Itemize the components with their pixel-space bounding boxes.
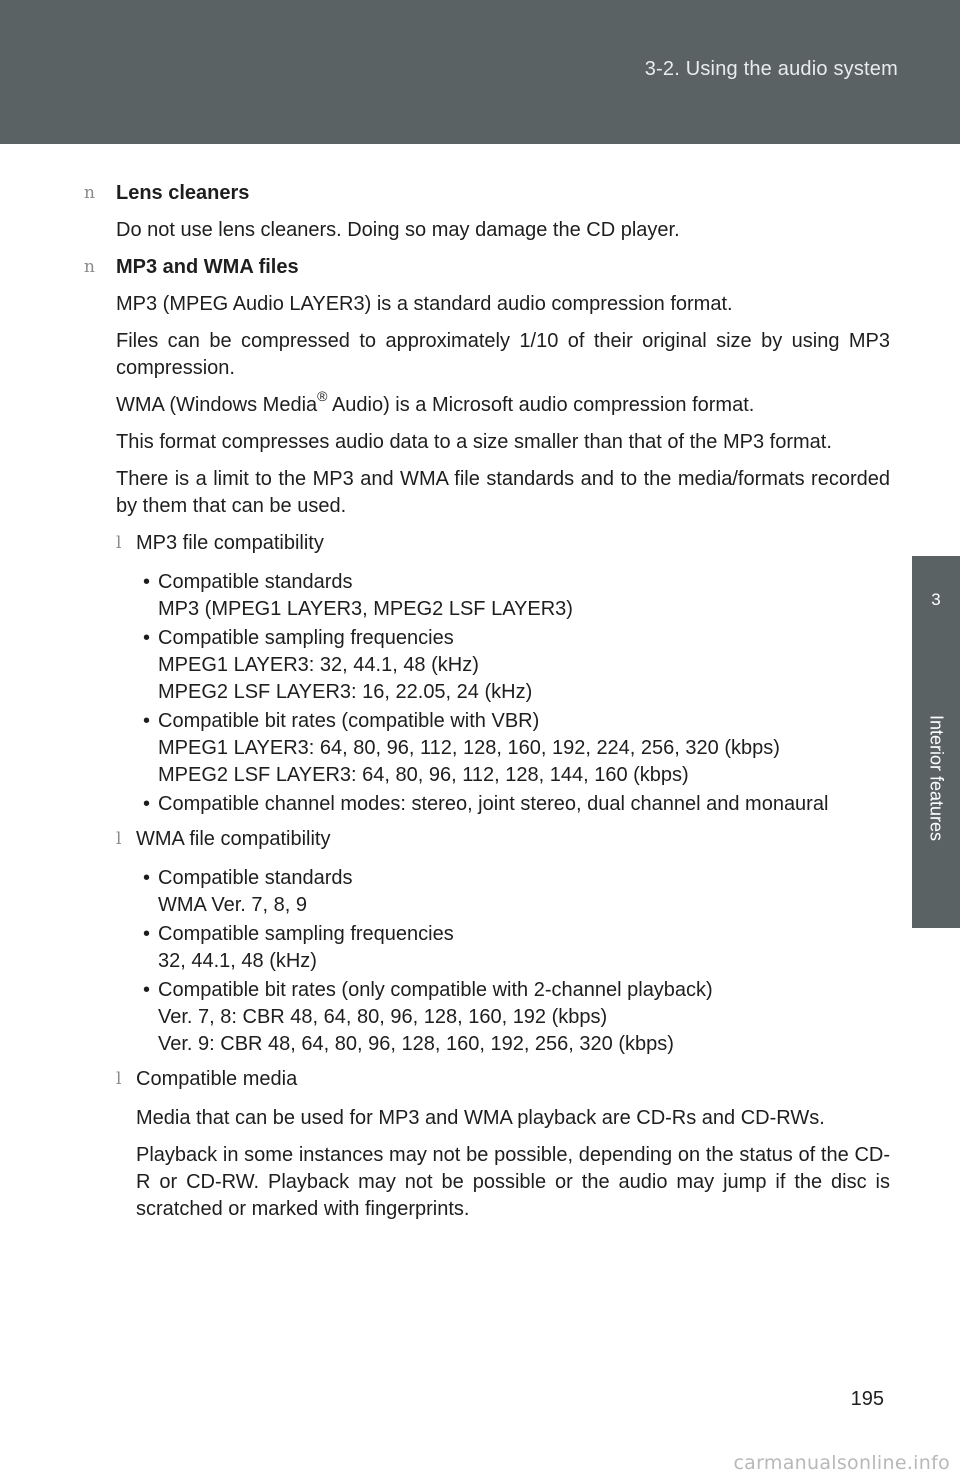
- paragraph: This format compresses audio data to a size smaller than that of the MP3 format.: [116, 431, 832, 453]
- bullet-list: [84, 569, 890, 818]
- page-number: 195: [850, 1388, 884, 1410]
- subheading-wma-compatibility: [84, 826, 890, 853]
- heading-lens-cleaners: [84, 180, 890, 207]
- heading-text: MP3 and WMA files: [116, 256, 299, 278]
- chapter-number: 3: [931, 590, 941, 609]
- page-content: [84, 180, 890, 1233]
- item-line: Ver. 7, 8: CBR 48, 64, 80, 96, 128, 160, 192 (kbps): [158, 1006, 608, 1028]
- text-run: Audio) is a Microsoft audio compression format.: [327, 394, 755, 416]
- section-tab-label: Interior features: [926, 714, 947, 842]
- text-run: WMA (Windows Media: [116, 394, 318, 416]
- list-item: [84, 708, 890, 789]
- heading-mp3-wma-files: [84, 254, 890, 281]
- square-bullet-icon: n: [84, 183, 95, 203]
- item-line: Compatible sampling frequencies: [158, 627, 454, 649]
- list-item: [84, 791, 890, 818]
- registered-mark: ®: [317, 388, 328, 405]
- paragraph: Playback in some instances may not be possible, depending on the status of the CD-R or CD-RW. Playback may not be possible or the audio may jump if the disc is scratched or marked with fingerprints.: [136, 1144, 890, 1220]
- item-line: MPEG1 LAYER3: 64, 80, 96, 112, 128, 160, 192, 224, 256, 320 (kbps): [158, 737, 780, 759]
- list-item: [84, 921, 890, 975]
- paragraph: MP3 (MPEG Audio LAYER3) is a standard audio compression format.: [116, 293, 733, 315]
- round-bullet-icon: l: [116, 533, 122, 553]
- round-bullet-icon: l: [116, 829, 122, 849]
- bullet-dot: •: [143, 627, 151, 649]
- item-line: MP3 (MPEG1 LAYER3, MPEG2 LSF LAYER3): [158, 598, 573, 620]
- watermark: carmanualsonline.info: [733, 1452, 950, 1474]
- item-line: Compatible standards: [158, 571, 353, 593]
- paragraph: Media that can be used for MP3 and WMA playback are CD-Rs and CD-RWs.: [136, 1107, 825, 1129]
- list-item: [84, 625, 890, 706]
- subheading-text: MP3 file compatibility: [136, 532, 324, 554]
- heading-text: Lens cleaners: [116, 182, 250, 204]
- paragraph: Files can be compressed to approximately 1/10 of their original size by using MP3 compression.: [116, 330, 890, 379]
- item-line: MPEG2 LSF LAYER3: 16, 22.05, 24 (kHz): [158, 681, 533, 703]
- subheading-mp3-compatibility: [84, 530, 890, 557]
- section-header-title: 3-2. Using the audio system: [644, 58, 898, 80]
- round-bullet-icon: l: [116, 1069, 122, 1089]
- bullet-dot: •: [143, 979, 151, 1001]
- bullet-dot: •: [143, 793, 151, 815]
- item-line: Compatible channel modes: stereo, joint stereo, dual channel and monaural: [158, 793, 829, 815]
- paragraph: There is a limit to the MP3 and WMA file standards and to the media/formats recorded by them that can be used.: [116, 468, 890, 517]
- list-item: [84, 569, 890, 623]
- item-line: Compatible standards: [158, 867, 353, 889]
- item-line: MPEG2 LSF LAYER3: 64, 80, 96, 112, 128, 144, 160 (kbps): [158, 764, 689, 786]
- paragraph: Do not use lens cleaners. Doing so may damage the CD player.: [116, 219, 680, 241]
- list-item: [84, 865, 890, 919]
- paragraph: [84, 388, 890, 419]
- item-line: Ver. 9: CBR 48, 64, 80, 96, 128, 160, 192, 256, 320 (kbps): [158, 1033, 674, 1055]
- bullet-dot: •: [143, 867, 151, 889]
- item-line: WMA Ver. 7, 8, 9: [158, 894, 307, 916]
- bullet-dot: •: [143, 571, 151, 593]
- item-line: MPEG1 LAYER3: 32, 44.1, 48 (kHz): [158, 654, 479, 676]
- item-line: Compatible bit rates (compatible with VBR): [158, 710, 540, 732]
- subheading-text: WMA file compatibility: [136, 828, 331, 850]
- item-line: 32, 44.1, 48 (kHz): [158, 950, 317, 972]
- bullet-dot: •: [143, 710, 151, 732]
- square-bullet-icon: n: [84, 257, 95, 277]
- subheading-compatible-media: [84, 1066, 890, 1093]
- item-line: Compatible bit rates (only compatible with 2-channel playback): [158, 979, 713, 1001]
- item-line: Compatible sampling frequencies: [158, 923, 454, 945]
- bullet-dot: •: [143, 923, 151, 945]
- subheading-text: Compatible media: [136, 1068, 298, 1090]
- bullet-list: [84, 865, 890, 1058]
- list-item: [84, 977, 890, 1058]
